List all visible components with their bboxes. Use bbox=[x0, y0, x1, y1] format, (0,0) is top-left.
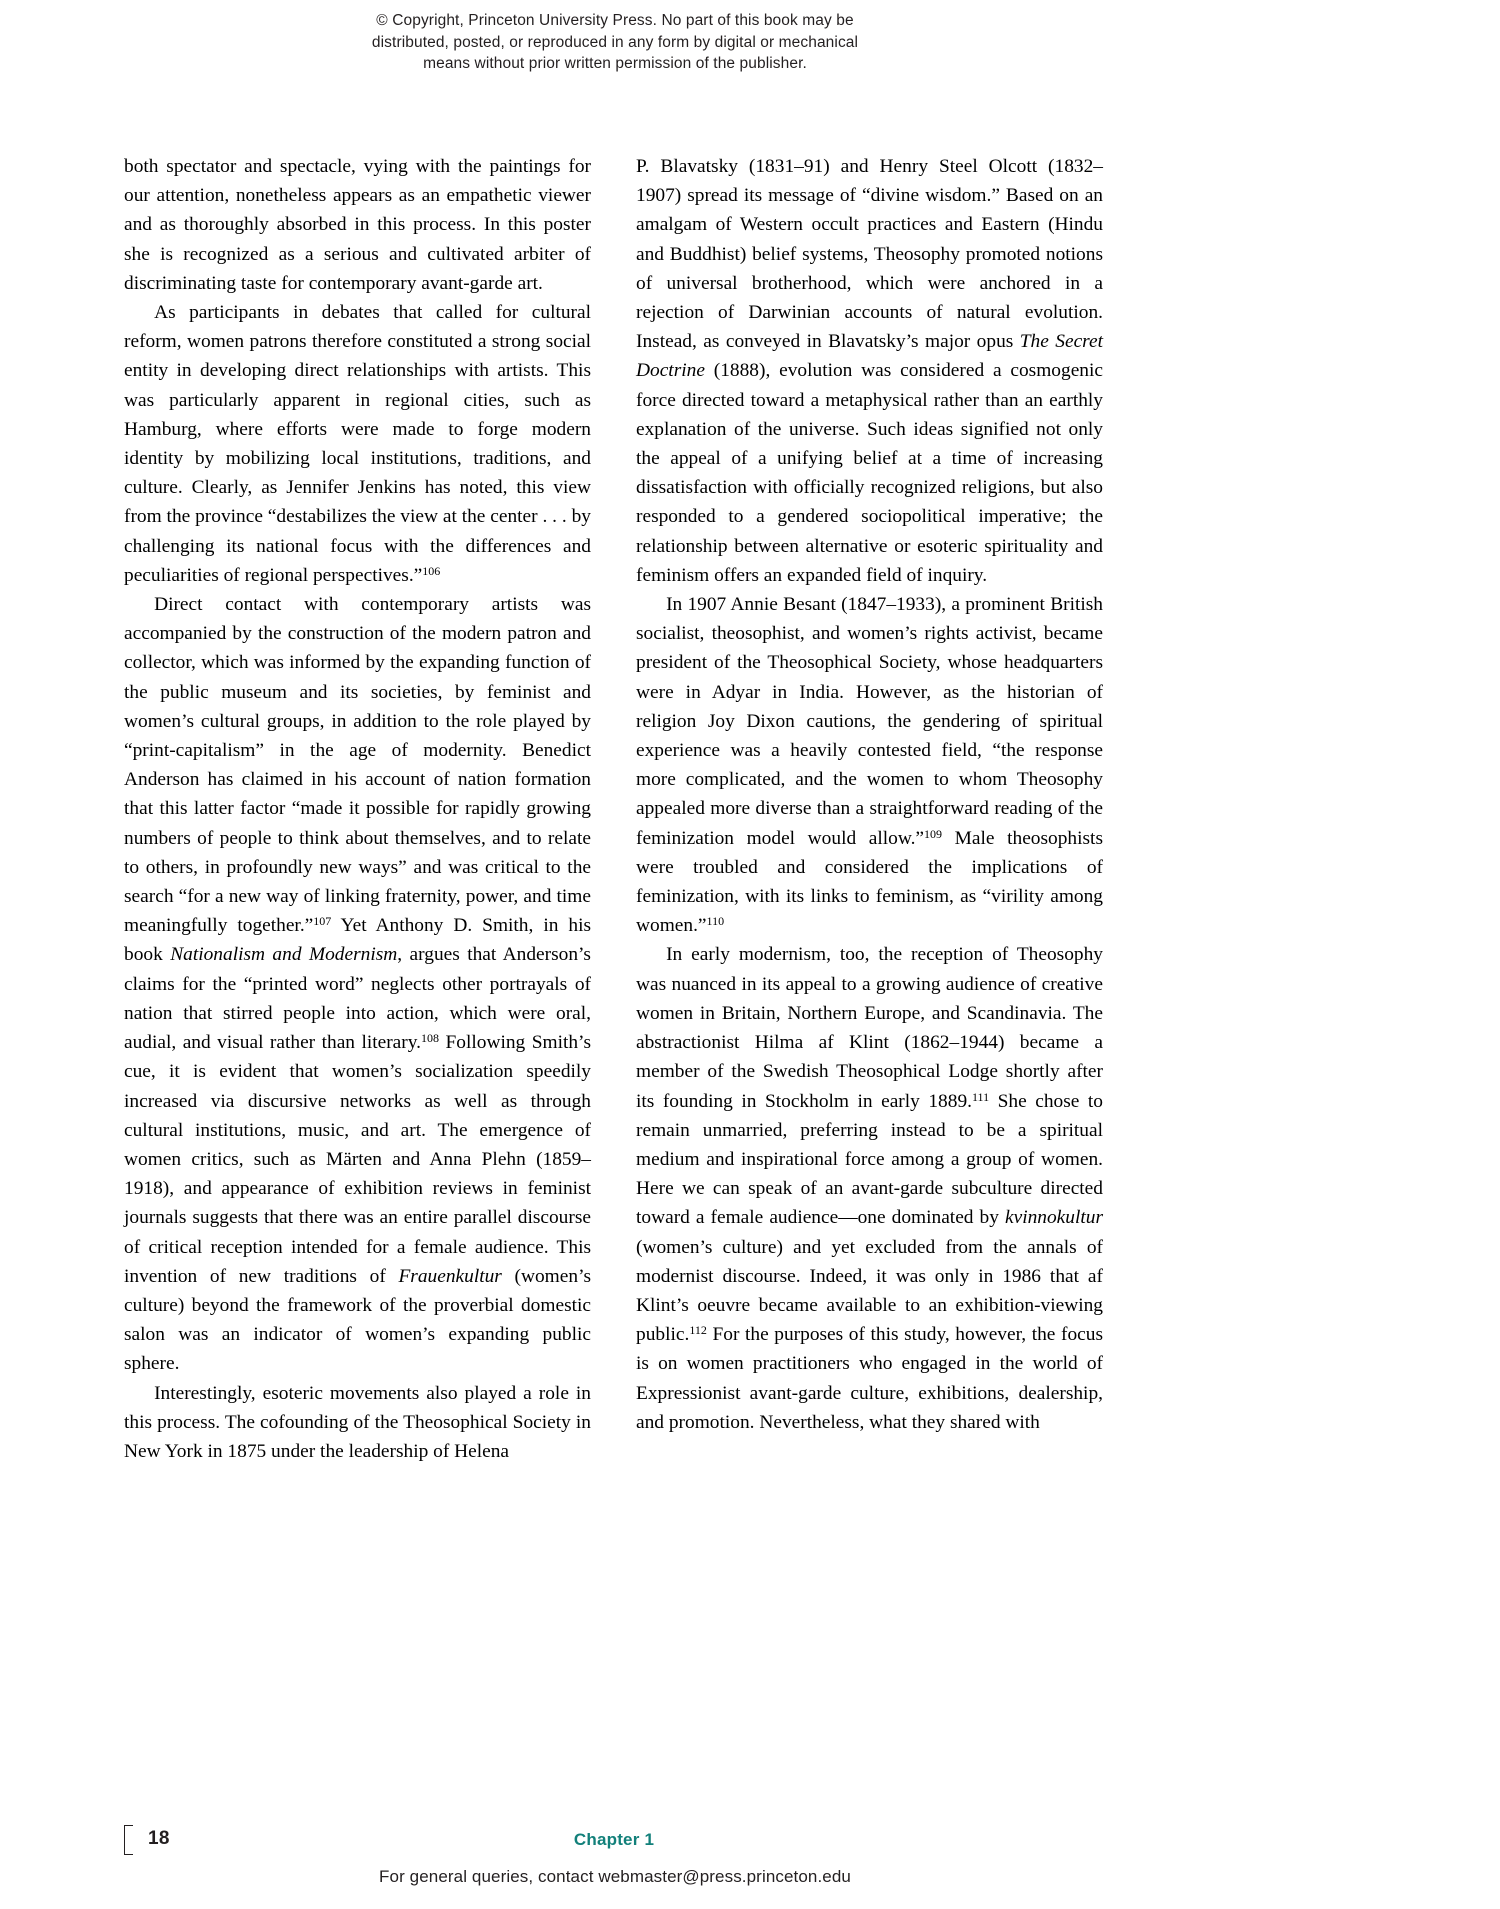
copyright-line-1: © Copyright, Princeton University Press. No part of this book may be bbox=[376, 12, 854, 29]
page-footer bbox=[124, 1825, 1104, 1859]
copyright-line-2: distributed, posted, or reproduced in any form by digital or mechanical bbox=[371, 33, 859, 51]
copyright-line-3: means without prior written permission of the publisher. bbox=[423, 55, 807, 72]
running-head-chapter: Chapter 1 bbox=[573, 1830, 655, 1849]
paragraph: P. Blavatsky (1831–91) and Henry Steel Olcott (1832–1907) spread its message of “divine wisdom.” Based on an amalgam of Western occult practices and Eastern (Hindu and Buddhist) belief systems, Theosophy promoted notions of universal brotherhood, which were anchored in a rejection of Darwinian accounts of natural evolution. Instead, as conveyed in Blavatsky’s major opus The Secret Doctrine (1888), evolution was considered a cosmogenic force directed toward a metaphysical rather than an earthly explanation of the universe. Such ideas signified not only the appeal of a unifying belief at a time of increasing dissatisfaction with officially recognized religions, but also responded to a gendered sociopolitical imperative; the relationship between alternative or esoteric spirituality and feminism offers an expanded field of inquiry. bbox=[636, 156, 1103, 586]
general-queries-notice: For general queries, contact webmaster@press.princeton.edu bbox=[379, 1867, 851, 1886]
right-column bbox=[636, 152, 1103, 1466]
page-number: 18 bbox=[148, 1828, 170, 1849]
paragraph: Direct contact with contemporary artists was accompanied by the construction of the modern patron and collector, which was informed by the expanding function of the public museum and its societies, by feminist and women’s cultural groups, in addition to the role played by “print-capitalism” in the age of modernity. Benedict Anderson has claimed in his account of nation formation that this latter factor “made it possible for rapidly growing numbers of people to think about themselves, and to relate to others, in profoundly new ways” and was critical to the search “for a new way of linking fraternity, power, and time meaningfully together.”$^{107}$ Yet Anthony D. Smith, in his book Nationalism and Modernism, argues that Anderson’s claims for the “printed word” neglects other portrayals of nation that stirred people into action, which were oral, audial, and visual rather than literary.$^{108}$ Following Smith’s cue, it is evident that women’s socialization speedily increased via discursive networks as well as through cultural institutions, music, and art. The emergence of women critics, such as Märten and Anna Plehn (1859–1918), and appearance of exhibition reviews in feminist journals suggests that there was an entire parallel discourse of critical reception intended for a female audience. This invention of new traditions of Frauenkultur (women’s culture) beyond the framework of the proverbial domestic salon was an indicator of women’s expanding public sphere. bbox=[124, 594, 592, 1375]
paragraph: In early modernism, too, the reception of Theosophy was nuanced in its appeal to a growing audience of creative women in Britain, Northern Europe, and Scandinavia. The abstractionist Hilma af Klint (1862–1944) became a member of the Swedish Theosophical Lodge shortly after its founding in Stockholm in early 1889.$^{111}$ She chose to remain unmarried, preferring instead to be a spiritual medium and inspirational force among a group of women. Here we can speak of an avant-garde subculture directed toward a female audience—one dominated by kvinnokultur (women’s culture) and yet excluded from the annals of modernist discourse. Indeed, it was only in 1986 that af Klint’s oeuvre became available to an exhibition-viewing public.$^{112}$ For the purposes of this study, however, the focus is on women practitioners who engaged in the world of Expressionist avant-garde culture, exhibitions, dealership, and promotion. Nevertheless, what they shared with bbox=[636, 944, 1103, 1433]
body-columns bbox=[124, 152, 1104, 1466]
paragraph: As participants in debates that called for cultural reform, women patrons therefore constituted a strong social entity in developing direct relationships with artists. This was particularly apparent in regional cities, such as Hamburg, where efforts were made to forge modern identity by mobilizing local institutions, traditions, and culture. Clearly, as Jennifer Jenkins has noted, this view from the province “destabilizes the view at the center . . . by challenging its national focus with the differences and peculiarities of regional perspectives.”$^{106}$ bbox=[124, 302, 591, 586]
copyright-notice bbox=[0, 10, 1230, 75]
left-column bbox=[124, 152, 591, 1466]
paragraph: both spectator and spectacle, vying with the paintings for our attention, nonetheless appears as an empathetic viewer and as thoroughly absorbed in this process. In this poster she is recognized as a serious and cultivated arbiter of discriminating taste for contemporary avant-garde art. bbox=[124, 156, 591, 294]
paragraph: In 1907 Annie Besant (1847–1933), a prominent British socialist, theosophist, and women’s rights activist, became president of the Theosophical Society, whose headquarters were in Adyar in India. However, as the historian of religion Joy Dixon cautions, the gendering of spiritual experience was a heavily contested field, “the response more complicated, and the women to whom Theosophy appealed more diverse than a straightforward reading of the feminization model would allow.”$^{109}$ Male theosophists were troubled and considered the implications of feminization, with its links to feminism, as “virility among women.”$^{110}$ bbox=[636, 594, 1103, 937]
paragraph: Interestingly, esoteric movements also played a role in this process. The cofounding of the Theosophical Society in New York in 1875 under the leadership of Helena bbox=[124, 1382, 591, 1462]
